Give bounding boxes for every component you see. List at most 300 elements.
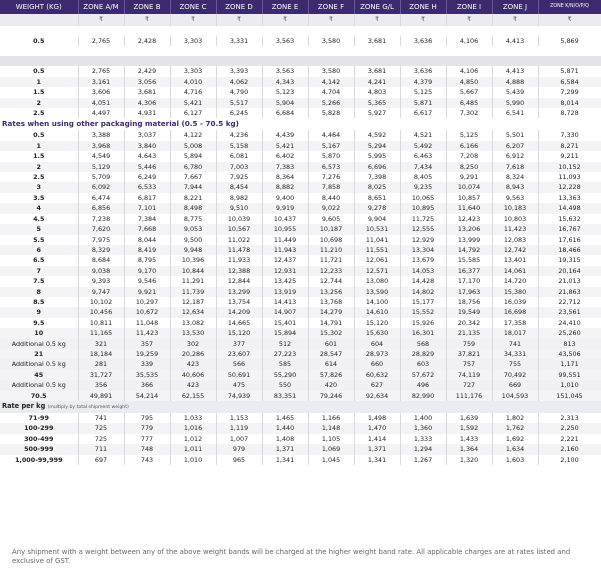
weight-cell: Additional 0.5 kg bbox=[0, 359, 78, 369]
rate-cell: 603 bbox=[400, 359, 446, 369]
rate-cell: 8,684 bbox=[78, 255, 124, 265]
table-row bbox=[0, 214, 601, 224]
rate-cell: 50,691 bbox=[216, 370, 262, 380]
rate-cell: 4,549 bbox=[78, 151, 124, 161]
weight-cell: 1 bbox=[0, 77, 78, 87]
rate-cell: 12,929 bbox=[400, 235, 446, 245]
rate-cell: 420 bbox=[308, 380, 354, 390]
weight-cell: 4 bbox=[0, 203, 78, 213]
rate-cell: 10,803 bbox=[492, 214, 538, 224]
rate-cell: 18,184 bbox=[78, 349, 124, 359]
rate-cell: 13,080 bbox=[354, 276, 400, 286]
rate-cell: 8,943 bbox=[492, 182, 538, 192]
currency-cell: ₹ bbox=[354, 14, 400, 26]
rate-cell: 496 bbox=[400, 380, 446, 390]
rate-cell: 54,214 bbox=[124, 391, 170, 401]
rate-cell: 4,643 bbox=[124, 151, 170, 161]
rate-cell: 377 bbox=[216, 339, 262, 349]
weight-cell: 0.5 bbox=[0, 36, 78, 46]
rate-cell: 1,119 bbox=[216, 423, 262, 433]
rate-cell: 366 bbox=[124, 380, 170, 390]
rate-cell: 1,171 bbox=[538, 359, 601, 369]
rate-cell: 302 bbox=[170, 339, 216, 349]
spacer-row bbox=[0, 26, 601, 36]
rate-cell: 1,360 bbox=[400, 423, 446, 433]
table-row bbox=[0, 318, 601, 328]
rate-cell: 741 bbox=[492, 339, 538, 349]
rate-cell: 82,990 bbox=[400, 391, 446, 401]
rate-cell: 3,563 bbox=[262, 66, 308, 76]
weight-cell: 3.5 bbox=[0, 193, 78, 203]
rate-cell: 49,891 bbox=[78, 391, 124, 401]
rate-cell: 15,380 bbox=[492, 287, 538, 297]
rate-cell: 19,315 bbox=[538, 255, 601, 265]
rate-cell: 14,907 bbox=[262, 307, 308, 317]
rate-cell: 18,466 bbox=[538, 245, 601, 255]
rate-cell: 1,400 bbox=[400, 413, 446, 423]
rate-cell: 9,053 bbox=[170, 224, 216, 234]
rate-cell: 8,419 bbox=[124, 245, 170, 255]
rate-cell: 31,727 bbox=[78, 370, 124, 380]
weight-cell: 21 bbox=[0, 349, 78, 359]
currency-cell: ₹ bbox=[446, 14, 492, 26]
rate-cell: 7,620 bbox=[78, 224, 124, 234]
table-row bbox=[0, 380, 601, 390]
rate-cell: 3,037 bbox=[124, 130, 170, 140]
column-header: ZONE J bbox=[492, 0, 538, 14]
rate-cell: 14,209 bbox=[216, 307, 262, 317]
rate-cell: 1,498 bbox=[354, 413, 400, 423]
rate-cell: 10,567 bbox=[216, 224, 262, 234]
rate-cell: 79,246 bbox=[308, 391, 354, 401]
rate-cell: 8,498 bbox=[170, 203, 216, 213]
column-header: WEIGHT (KG) bbox=[0, 0, 78, 14]
rate-cell: 15,120 bbox=[354, 318, 400, 328]
rate-cell: 10,811 bbox=[78, 318, 124, 328]
rate-cell: 1,634 bbox=[492, 444, 538, 454]
rate-cell: 21,863 bbox=[538, 287, 601, 297]
rate-cell: 14,279 bbox=[308, 307, 354, 317]
rate-cell: 4,051 bbox=[78, 98, 124, 108]
currency-cell: ₹ bbox=[216, 14, 262, 26]
column-header: ZONE F bbox=[308, 0, 354, 14]
rate-cell: 7,618 bbox=[492, 162, 538, 172]
rate-cell: 104,593 bbox=[492, 391, 538, 401]
rate-cell: 1,692 bbox=[492, 434, 538, 444]
rate-cell: 2,250 bbox=[538, 423, 601, 433]
rate-cell: 7,276 bbox=[308, 172, 354, 182]
rate-cell: 10,531 bbox=[354, 224, 400, 234]
rate-cell: 5,167 bbox=[308, 141, 354, 151]
rate-cell: 1,333 bbox=[400, 434, 446, 444]
rate-cell: 6,092 bbox=[78, 182, 124, 192]
rate-cell: 11,423 bbox=[492, 224, 538, 234]
rate-cell: 10,039 bbox=[216, 214, 262, 224]
rate-cell: 7,944 bbox=[170, 182, 216, 192]
rate-cell: 4,379 bbox=[400, 77, 446, 87]
table-row bbox=[0, 455, 601, 465]
table-row bbox=[0, 235, 601, 245]
rate-cell: 17,170 bbox=[446, 276, 492, 286]
rate-cell: 10,437 bbox=[262, 214, 308, 224]
rate-cell: 757 bbox=[446, 359, 492, 369]
rate-cell: 627 bbox=[354, 380, 400, 390]
divider-band bbox=[0, 56, 601, 66]
rate-cell: 92,634 bbox=[354, 391, 400, 401]
rate-cell: 1,148 bbox=[308, 423, 354, 433]
rate-cell: 9,605 bbox=[308, 214, 354, 224]
rate-cell: 5,294 bbox=[354, 141, 400, 151]
rate-cell: 14,413 bbox=[262, 297, 308, 307]
rate-cell: 12,233 bbox=[308, 266, 354, 276]
rate-cell: 2,160 bbox=[538, 444, 601, 454]
rate-cell: 7,299 bbox=[538, 87, 601, 97]
table-row bbox=[0, 307, 601, 317]
rate-cell: 8,221 bbox=[170, 193, 216, 203]
rate-cell: 8,044 bbox=[124, 235, 170, 245]
rate-cell: 4,704 bbox=[308, 87, 354, 97]
rate-cell: 5,709 bbox=[78, 172, 124, 182]
rate-cell: 3,636 bbox=[400, 66, 446, 76]
rate-cell: 3,606 bbox=[78, 87, 124, 97]
weight-cell: 1.5 bbox=[0, 87, 78, 97]
rate-cell: 339 bbox=[124, 359, 170, 369]
rate-cell: 27,223 bbox=[262, 349, 308, 359]
rate-cell: 20,342 bbox=[446, 318, 492, 328]
rate-cell: 9,278 bbox=[354, 203, 400, 213]
rate-cell: 12,083 bbox=[492, 235, 538, 245]
rate-cell: 813 bbox=[538, 339, 601, 349]
rate-cell: 1,011 bbox=[170, 444, 216, 454]
rate-cell: 15,632 bbox=[538, 214, 601, 224]
rate-cell: 11,048 bbox=[124, 318, 170, 328]
rate-cell: 6,127 bbox=[170, 108, 216, 118]
rate-cell: 9,022 bbox=[308, 203, 354, 213]
rate-cell: 3,840 bbox=[124, 141, 170, 151]
currency-row bbox=[0, 14, 601, 26]
rate-cell: 10,672 bbox=[124, 307, 170, 317]
weight-cell: Additional 0.5 kg bbox=[0, 339, 78, 349]
rate-cell: 111,176 bbox=[446, 391, 492, 401]
currency-cell: ₹ bbox=[538, 14, 601, 26]
weight-cell: 5 bbox=[0, 224, 78, 234]
section-title: Rates when using other packaging material (0.5 - 70.5 kg) bbox=[2, 119, 239, 129]
rate-cell: 16,698 bbox=[492, 307, 538, 317]
rate-cell: 10,857 bbox=[446, 193, 492, 203]
rate-cell: 7,238 bbox=[78, 214, 124, 224]
weight-cell: 3 bbox=[0, 182, 78, 192]
rate-cell: 3,393 bbox=[216, 66, 262, 76]
table-row bbox=[0, 77, 601, 87]
rate-cell: 8,271 bbox=[538, 141, 601, 151]
rate-cell: 11,041 bbox=[354, 235, 400, 245]
section-heading bbox=[0, 118, 601, 130]
rate-cell: 7,398 bbox=[354, 172, 400, 182]
table-row bbox=[0, 349, 601, 359]
rate-cell: 9,211 bbox=[538, 151, 601, 161]
rate-cell: 18,017 bbox=[492, 328, 538, 338]
rate-cell: 40,606 bbox=[170, 370, 216, 380]
rate-cell: 5,927 bbox=[354, 108, 400, 118]
weight-cell: 7 bbox=[0, 266, 78, 276]
table-row bbox=[0, 108, 601, 118]
rate-cell: 6,780 bbox=[170, 162, 216, 172]
rate-cell: 12,931 bbox=[262, 266, 308, 276]
rate-cell: 6,573 bbox=[308, 162, 354, 172]
rate-cell: 5,894 bbox=[170, 151, 216, 161]
rate-cell: 16,039 bbox=[492, 297, 538, 307]
rate-cell: 12,061 bbox=[354, 255, 400, 265]
rate-cell: 7,003 bbox=[216, 162, 262, 172]
rate-cell: 14,802 bbox=[400, 287, 446, 297]
table-row bbox=[0, 98, 601, 108]
rate-cell: 725 bbox=[78, 423, 124, 433]
currency-cell: ₹ bbox=[308, 14, 354, 26]
rate-cell: 6,617 bbox=[400, 108, 446, 118]
rate-cell: 20,286 bbox=[170, 349, 216, 359]
rate-cell: 8,250 bbox=[446, 162, 492, 172]
rate-cell: 15,894 bbox=[262, 328, 308, 338]
rate-cell: 23,607 bbox=[216, 349, 262, 359]
rate-cell: 12,571 bbox=[354, 266, 400, 276]
rate-cell: 9,400 bbox=[262, 193, 308, 203]
rate-cell: 10,955 bbox=[262, 224, 308, 234]
rate-cell: 3,388 bbox=[78, 130, 124, 140]
rate-cell: 11,093 bbox=[538, 172, 601, 182]
rate-cell: 5,667 bbox=[446, 87, 492, 97]
rate-cell: 14,061 bbox=[492, 266, 538, 276]
rate-cell: 7,383 bbox=[262, 162, 308, 172]
rate-cell: 16,377 bbox=[446, 266, 492, 276]
rate-cell: 423 bbox=[170, 380, 216, 390]
table-row bbox=[0, 130, 601, 140]
rate-cell: 7,925 bbox=[216, 172, 262, 182]
rate-cell: 7,302 bbox=[446, 108, 492, 118]
rate-cell: 1,440 bbox=[262, 423, 308, 433]
column-header: ZONE I bbox=[446, 0, 492, 14]
rate-cell: 9,747 bbox=[78, 287, 124, 297]
rate-cell: 12,744 bbox=[308, 276, 354, 286]
rate-cell: 9,510 bbox=[216, 203, 262, 213]
rate-cell: 21,013 bbox=[538, 276, 601, 286]
rate-cell: 23,561 bbox=[538, 307, 601, 317]
table-row bbox=[0, 162, 601, 172]
rate-cell: 604 bbox=[354, 339, 400, 349]
currency-cell bbox=[0, 14, 78, 26]
rate-cell: 979 bbox=[216, 444, 262, 454]
rate-cell: 1,603 bbox=[492, 455, 538, 465]
rate-cell: 743 bbox=[124, 455, 170, 465]
weight-cell: 9.5 bbox=[0, 318, 78, 328]
rate-cell: 4,439 bbox=[262, 130, 308, 140]
rate-cell: 5,365 bbox=[354, 98, 400, 108]
currency-cell: ₹ bbox=[262, 14, 308, 26]
rate-cell: 1,010 bbox=[170, 455, 216, 465]
rate-cell: 9,393 bbox=[78, 276, 124, 286]
rate-cell: 7,434 bbox=[400, 162, 446, 172]
rate-cell: 9,291 bbox=[446, 172, 492, 182]
rate-cell: 5,517 bbox=[216, 98, 262, 108]
rate-cell: 4,413 bbox=[492, 66, 538, 76]
weight-cell: 2.5 bbox=[0, 172, 78, 182]
weight-cell: 71-99 bbox=[0, 413, 78, 423]
rate-cell: 57,826 bbox=[308, 370, 354, 380]
rate-cell: 9,235 bbox=[400, 182, 446, 192]
currency-cell: ₹ bbox=[170, 14, 216, 26]
section-title: Rate per kg bbox=[2, 402, 46, 410]
rate-cell: 3,681 bbox=[124, 87, 170, 97]
rate-cell: 9,500 bbox=[170, 235, 216, 245]
column-header: ZONE K/N/O/P/Q bbox=[538, 0, 601, 14]
weight-cell: 6.5 bbox=[0, 255, 78, 265]
rate-cell: 1,016 bbox=[170, 423, 216, 433]
weight-cell: 2.5 bbox=[0, 108, 78, 118]
rate-cell: 585 bbox=[262, 359, 308, 369]
rate-cell: 6,463 bbox=[400, 151, 446, 161]
rate-cell: 3,563 bbox=[262, 36, 308, 46]
rate-cell: 5,125 bbox=[446, 130, 492, 140]
rate-cell: 99,551 bbox=[538, 370, 601, 380]
rate-cell: 5,266 bbox=[308, 98, 354, 108]
rate-cell: 6,081 bbox=[216, 151, 262, 161]
rate-cell: 4,062 bbox=[216, 77, 262, 87]
table-row bbox=[0, 339, 601, 349]
rate-cell: 1,153 bbox=[216, 413, 262, 423]
rate-cell: 34,331 bbox=[492, 349, 538, 359]
rate-cell: 3,331 bbox=[216, 36, 262, 46]
rate-cell: 321 bbox=[78, 339, 124, 349]
rate-cell: 4,521 bbox=[400, 130, 446, 140]
rate-cell: 1,341 bbox=[354, 455, 400, 465]
rate-cell: 5,990 bbox=[492, 98, 538, 108]
column-header: ZONE D bbox=[216, 0, 262, 14]
rate-cell: 4,497 bbox=[78, 108, 124, 118]
rate-cell: 1,639 bbox=[446, 413, 492, 423]
rate-cell: 151,045 bbox=[538, 391, 601, 401]
weight-cell: 1.5 bbox=[0, 151, 78, 161]
rate-cell: 8,329 bbox=[78, 245, 124, 255]
rate-cell: 4,413 bbox=[492, 36, 538, 46]
table-row bbox=[0, 266, 601, 276]
rate-cell: 5,125 bbox=[400, 87, 446, 97]
rate-cell: 16,767 bbox=[538, 224, 601, 234]
rate-cell: 10,396 bbox=[170, 255, 216, 265]
rate-cell: 14,792 bbox=[446, 245, 492, 255]
rate-cell: 1,465 bbox=[262, 413, 308, 423]
weight-cell: 2 bbox=[0, 162, 78, 172]
rate-cell: 6,533 bbox=[124, 182, 170, 192]
rate-cell: 601 bbox=[308, 339, 354, 349]
rate-cell: 13,206 bbox=[446, 224, 492, 234]
rate-cell: 4,010 bbox=[170, 77, 216, 87]
weight-cell: 6 bbox=[0, 245, 78, 255]
rate-cell: 3,681 bbox=[354, 66, 400, 76]
rate-cell: 11,739 bbox=[170, 287, 216, 297]
rate-cell: 5,129 bbox=[78, 162, 124, 172]
currency-cell: ₹ bbox=[78, 14, 124, 26]
rate-cell: 13,304 bbox=[400, 245, 446, 255]
weight-cell: 0.5 bbox=[0, 130, 78, 140]
rate-cell: 2,100 bbox=[538, 455, 601, 465]
rate-cell: 17,963 bbox=[446, 287, 492, 297]
rate-cell: 4,592 bbox=[354, 130, 400, 140]
rate-cell: 13,082 bbox=[170, 318, 216, 328]
rate-cell: 1,320 bbox=[446, 455, 492, 465]
rate-cell: 4,716 bbox=[170, 87, 216, 97]
rate-cell: 11,725 bbox=[400, 214, 446, 224]
rate-cell: 28,973 bbox=[354, 349, 400, 359]
rate-cell: 10,187 bbox=[308, 224, 354, 234]
rate-cell: 7,384 bbox=[124, 214, 170, 224]
rate-cell: 11,640 bbox=[446, 203, 492, 213]
rate-cell: 759 bbox=[446, 339, 492, 349]
rate-cell: 8,364 bbox=[262, 172, 308, 182]
rate-cell: 15,177 bbox=[400, 297, 446, 307]
rate-cell: 4,464 bbox=[308, 130, 354, 140]
rate-cell: 12,634 bbox=[170, 307, 216, 317]
rate-cell: 8,440 bbox=[308, 193, 354, 203]
rate-cell: 14,100 bbox=[354, 297, 400, 307]
weight-cell: Additional 0.5 kg bbox=[0, 380, 78, 390]
weight-cell: 9 bbox=[0, 307, 78, 317]
rate-cell: 9,546 bbox=[124, 276, 170, 286]
rate-cell: 5,869 bbox=[538, 36, 601, 46]
rate-cell: 512 bbox=[262, 339, 308, 349]
rate-cell: 12,555 bbox=[400, 224, 446, 234]
rate-cell: 35,535 bbox=[124, 370, 170, 380]
weight-cell: 5.5 bbox=[0, 235, 78, 245]
rate-cell: 11,933 bbox=[216, 255, 262, 265]
rate-cell: 43,506 bbox=[538, 349, 601, 359]
rate-cell: 20,164 bbox=[538, 266, 601, 276]
rate-cell: 4,106 bbox=[446, 36, 492, 46]
rate-cell: 7,330 bbox=[538, 130, 601, 140]
rate-cell: 13,401 bbox=[492, 255, 538, 265]
rate-cell: 5,871 bbox=[538, 66, 601, 76]
rate-cell: 727 bbox=[446, 380, 492, 390]
rate-cell: 6,584 bbox=[538, 77, 601, 87]
rate-cell: 13,425 bbox=[262, 276, 308, 286]
rate-cell: 3,636 bbox=[400, 36, 446, 46]
rate-cell: 5,439 bbox=[492, 87, 538, 97]
rate-cell: 13,768 bbox=[308, 297, 354, 307]
rate-cell: 1,341 bbox=[262, 455, 308, 465]
rate-cell: 13,919 bbox=[262, 287, 308, 297]
rate-cell: 28,547 bbox=[308, 349, 354, 359]
rate-cell: 755 bbox=[492, 359, 538, 369]
table-row bbox=[0, 36, 601, 46]
rate-cell: 25,260 bbox=[538, 328, 601, 338]
rate-cell: 779 bbox=[124, 423, 170, 433]
rate-cell: 777 bbox=[124, 434, 170, 444]
rate-cell: 1,267 bbox=[400, 455, 446, 465]
rate-cell: 748 bbox=[124, 444, 170, 454]
rate-cell: 37,821 bbox=[446, 349, 492, 359]
rate-cell: 10,895 bbox=[400, 203, 446, 213]
table-row bbox=[0, 182, 601, 192]
rate-cell: 357 bbox=[124, 339, 170, 349]
weight-cell: 1,000-99,999 bbox=[0, 455, 78, 465]
rate-cell: 1,045 bbox=[308, 455, 354, 465]
rate-cell: 15,585 bbox=[446, 255, 492, 265]
rate-cell: 11,165 bbox=[78, 328, 124, 338]
rate-cell: 6,485 bbox=[446, 98, 492, 108]
rate-cell: 1,371 bbox=[262, 444, 308, 454]
rate-cell: 6,245 bbox=[216, 108, 262, 118]
rate-cell: 7,858 bbox=[308, 182, 354, 192]
rate-cell: 1,294 bbox=[400, 444, 446, 454]
rate-cell: 4,236 bbox=[216, 130, 262, 140]
